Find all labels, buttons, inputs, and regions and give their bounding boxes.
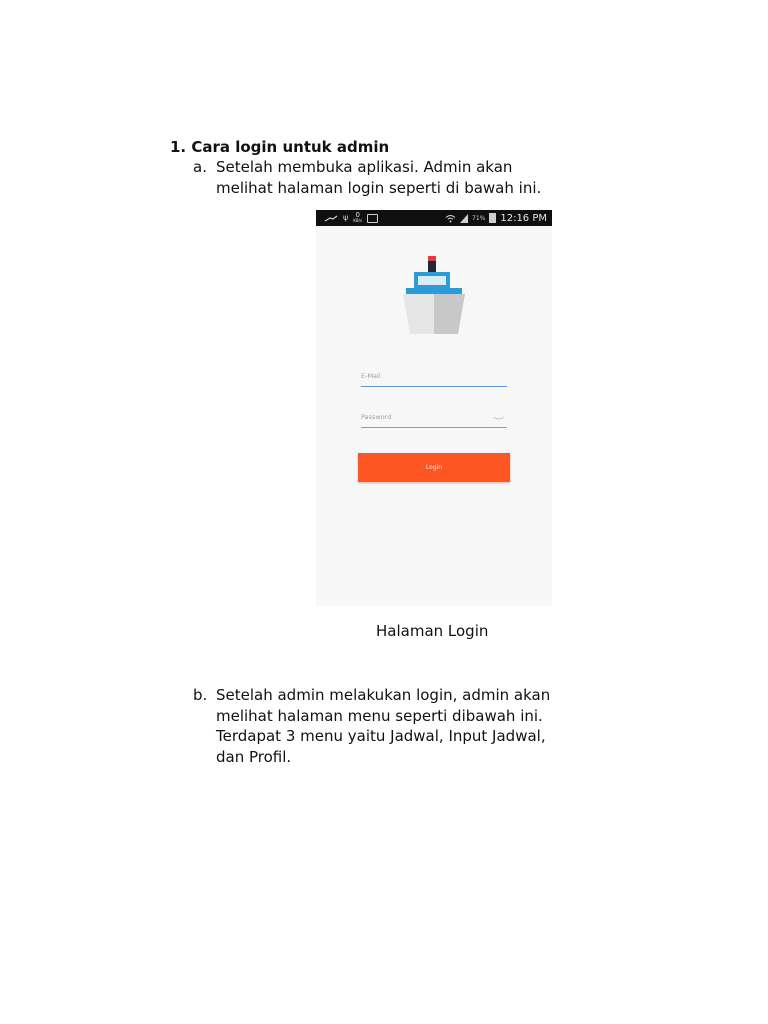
email-input[interactable] bbox=[361, 372, 481, 380]
clock: 12:16 PM bbox=[500, 212, 547, 224]
battery-icon bbox=[489, 213, 496, 223]
status-bar bbox=[316, 210, 552, 226]
step-a-marker: a. bbox=[193, 158, 207, 176]
password-field[interactable] bbox=[361, 411, 507, 428]
step-b-line-3: Terdapat 3 menu yaitu Jadwal, Input Jadwal, bbox=[216, 727, 546, 745]
login-button[interactable]: Login bbox=[358, 453, 510, 482]
battery-percent: 71% bbox=[472, 214, 486, 222]
step-b-paragraph bbox=[216, 685, 550, 767]
notification-sub: KB/s bbox=[353, 218, 363, 223]
login-screenshot bbox=[316, 210, 552, 606]
step-a-line-1: Setelah membuka aplikasi. Admin akan bbox=[216, 158, 513, 176]
ship-logo-icon bbox=[400, 254, 468, 338]
step-b-line-4: dan Profil. bbox=[216, 747, 292, 766]
eye-icon[interactable] bbox=[493, 414, 505, 422]
step-b-line-1: Setelah admin melakukan login, admin akan bbox=[216, 686, 551, 704]
signal-icon bbox=[460, 214, 468, 223]
figure-caption: Halaman Login bbox=[376, 622, 489, 640]
password-input[interactable] bbox=[361, 413, 481, 421]
section-heading: 1. Cara login untuk admin bbox=[170, 138, 390, 156]
usb-symbol-icon: ψ bbox=[343, 213, 349, 222]
step-a-line-2: melihat halaman login seperti di bawah ini. bbox=[216, 178, 542, 197]
wifi-icon bbox=[445, 214, 456, 223]
step-a-paragraph bbox=[216, 157, 541, 198]
step-b-marker: b. bbox=[193, 686, 208, 704]
email-field[interactable] bbox=[361, 370, 507, 387]
message-icon bbox=[367, 214, 378, 223]
usb-icon bbox=[324, 214, 338, 223]
notification-count: 0 bbox=[355, 211, 360, 219]
step-b-line-2: melihat halaman menu seperti dibawah ini. bbox=[216, 706, 543, 725]
